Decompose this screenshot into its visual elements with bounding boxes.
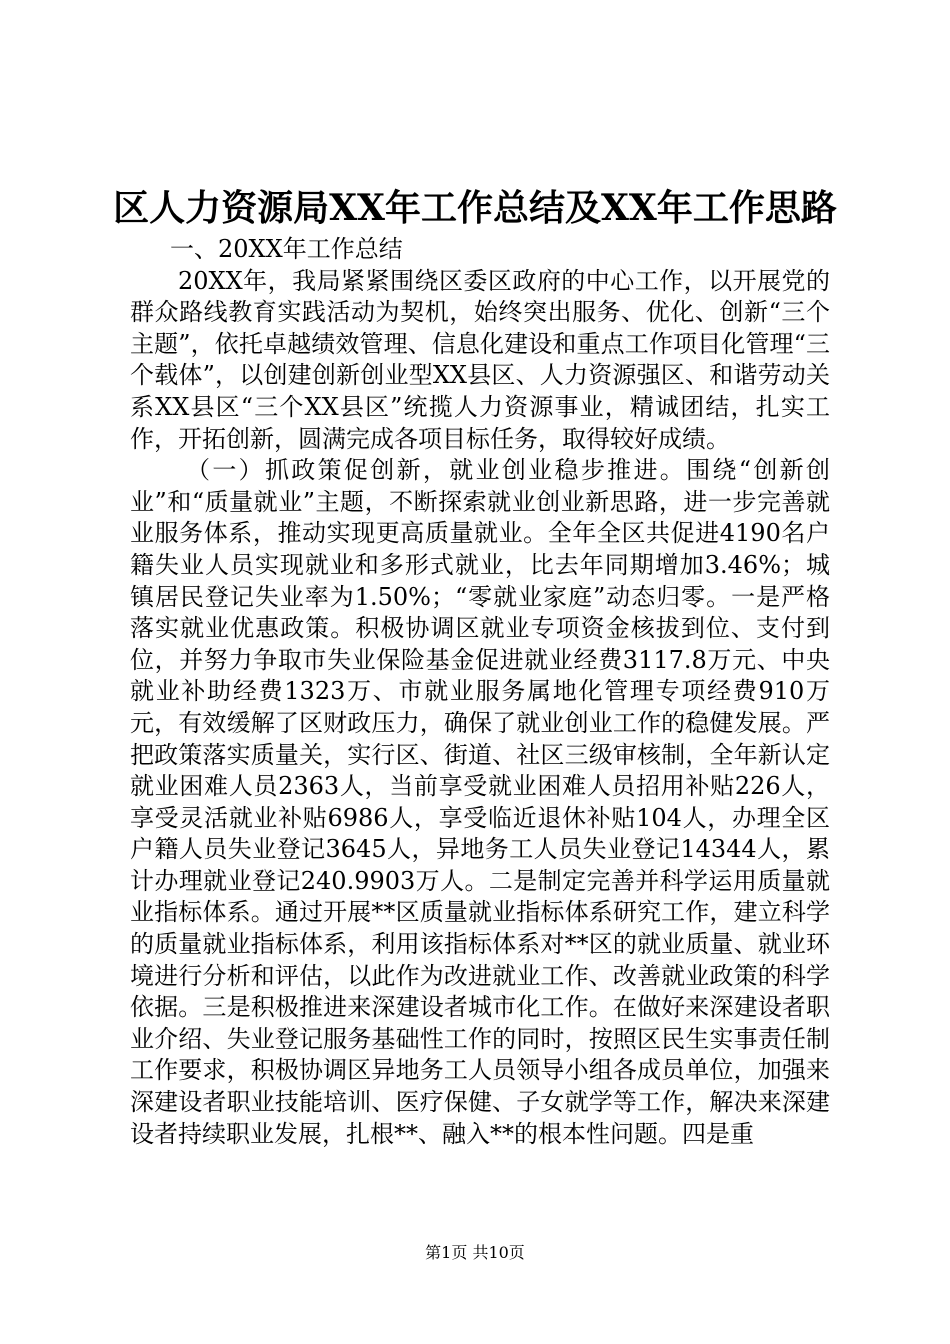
employment-paragraph: （一）抓政策促创新，就业创业稳步推进。围绕“创新创业”和“质量就业”主题，不断探索就业创业新思路，进一步完善就业服务体系，推动实现更高质量就业。全年全区共促进4190名户籍失业人员实现就业和多形式就业，比去年同期增加3.46%；城镇居民登记失业率为1.50%；“零就业家庭”动态归零。一是严格落实就业优惠政策。积极协调区就业专项资金核拔到位、支付到位，并努力争取市失业保险基金促进就业经费3117.8万元、中央就业补助经费1323万、市就业服务属地化管理专项经费910万元，有效缓解了区财政压力，确保了就业创业工作的稳健发展。严把政策落实质量关，实行区、街道、社区三级审核制，全年新认定就业困难人员2363人，当前享受就业困难人员招用补贴226人，享受灵活就业补贴6986人，享受临近退休补贴104人，办理全区户籍人员失业登记3645人，异地务工人员失业登记14344人，累计办理就业登记240.9903万人。二是制定完善并科学运用质量就业指标体系。通过开展**区质量就业指标体系研究工作，建立科学的质量就业指标体系，利用该指标体系对**区的就业质量、就业环境进行分析和评估，以此作为改进就业工作、改善就业政策的科学依据。三是积极推进来深建设者城市化工作。在做好来深建设者职业介绍、失业登记服务基础性工作的同时，按照区民生实事责任制工作要求，积极协调区异地务工人员领导小组各成员单位，加强来深建设者职业技能培训、医疗保健、子女就学等工作，解决来深建设者持续职业发展，扎根**、融入**的根本性问题。四是重 [130, 456, 830, 1148]
intro-paragraph: 20XX年，我局紧紧围绕区委区政府的中心工作，以开展党的群众路线教育实践活动为契机，始终突出服务、优化、创新“三个主题”，依托卓越绩效管理、信息化建设和重点工作项目化管理“三个载体”，以创建创新创业型XX县区、人力资源强区、和谐劳动关系XX县区“三个XX县区”统揽人力资源事业，精诚团结，扎实工作，开拓创新，圆满完成各项目标任务，取得较好成绩。 [130, 266, 830, 453]
document-body [130, 234, 830, 1150]
section-heading: 一、20XX年工作总结 [170, 235, 403, 263]
document-title: 区人力资源局XX年工作总结及XX年工作思路 [113, 187, 837, 229]
page-footer: 第1页 共10页 [425, 1243, 525, 1262]
